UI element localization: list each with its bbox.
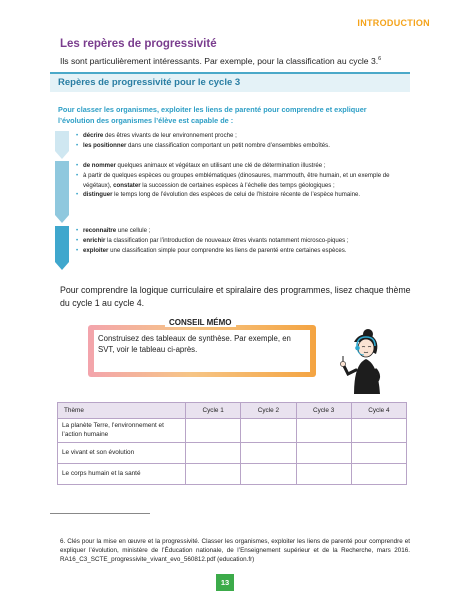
- list-item: • distinguer le temps long de l’évolution des espèces de celui de l’histoire récente de l’espèce humaine.: [76, 190, 411, 200]
- table-header-cycle-1: Cycle 1: [186, 403, 241, 419]
- table-cell: [351, 443, 406, 464]
- list-item: • les positionner dans une classification comportant un petit nombre d’ensembles emboîtés.: [76, 141, 411, 151]
- teacher-mascot-illustration: [324, 328, 394, 396]
- synthesis-table: [57, 402, 407, 485]
- table-row: [58, 464, 407, 485]
- table-cell: [241, 464, 296, 485]
- table-cell: [241, 419, 296, 443]
- chapter-header-label: INTRODUCTION: [357, 18, 430, 28]
- conseil-callout-label: CONSEIL MÉMO: [165, 318, 236, 327]
- conseil-callout-text: Construisez des tableaux de synthèse. Par exemple, en SVT, voir le tableau ci-après.: [98, 334, 291, 354]
- table-header-cycle-3: Cycle 3: [296, 403, 351, 419]
- page-number: 13: [216, 574, 234, 591]
- footnote-text: 6. Clés pour la mise en œuvre et la progressivité. Classer les organismes, exploiter les liens de parenté pour comprendre et expliquer l’évolution, ministère de l’Éducation nationale, de l’Enseignement supérieur et de la Recherche, mars 2016. RA16_C3_SCTE_progressivite_vivant_evo_560812.pdf (education.fr): [60, 538, 410, 564]
- footnote-marker: 6: [378, 56, 382, 63]
- table-header-row: [58, 403, 407, 419]
- table-cell: [351, 464, 406, 485]
- section-title: Les repères de progressivité: [60, 38, 217, 50]
- table-cell-theme: Le corps humain et la santé: [58, 464, 186, 485]
- bullet-group-3: [76, 226, 411, 255]
- footnote-divider: [50, 513, 150, 514]
- progressivity-box-header: [50, 74, 410, 92]
- table-cell: [241, 443, 296, 464]
- table-header-cycle-4: Cycle 4: [351, 403, 406, 419]
- list-item: • exploiter une classification simple pour comprendre les liens de parenté entre certaines espèces.: [76, 246, 411, 256]
- progress-arrow-2-icon: [55, 161, 69, 223]
- progress-arrow-1-icon: [55, 131, 69, 159]
- list-item: • décrire des êtres vivants de leur environnement proche ;: [76, 131, 411, 141]
- list-item: • de nommer quelques animaux et végétaux en utilisant une clé de détermination illustrée ;: [76, 161, 411, 171]
- list-item: • à partir de quelques espèces ou groupes emblématiques (dinosaures, mammouth, être humain, et un exemple de végétaux), constater la succession de certaines espèces à l’échelle des temps géologiques ;: [76, 171, 411, 191]
- table-cell: [296, 464, 351, 485]
- intro-text: Ils sont particulièrement intéressants. Par exemple, pour la classification au cycle 3.$^6$: [60, 56, 382, 66]
- table-header-cycle-2: Cycle 2: [241, 403, 296, 419]
- table-header-theme: Thème: [58, 403, 186, 419]
- table-row: [58, 419, 407, 443]
- bullet-group-2: [76, 161, 411, 200]
- progressivity-box-subtitle: Pour classer les organismes, exploiter les liens de parenté pour comprendre et expliquer l’évolution des organismes l’élève est capable de :: [58, 105, 367, 125]
- bullet-group-1: [76, 131, 411, 151]
- body-paragraph: Pour comprendre la logique curriculaire et spiralaire des programmes, lisez chaque thème du cycle 1 au cycle 4.: [60, 285, 411, 308]
- table-cell: [351, 419, 406, 443]
- list-item: • reconnaître une cellule ;: [76, 226, 411, 236]
- table-row: [58, 443, 407, 464]
- table-cell: [186, 464, 241, 485]
- table-cell: [296, 443, 351, 464]
- table-cell: [186, 443, 241, 464]
- progressivity-box-title: Repères de progressivité pour le cycle 3: [58, 77, 241, 88]
- list-item: • enrichir la classification par l’introduction de nouveaux êtres vivants notamment microsco-piques ;: [76, 236, 411, 246]
- progress-arrow-3-icon: [55, 226, 69, 270]
- table-cell-theme: La planète Terre, l’environnement et l’action humaine: [58, 419, 186, 443]
- table-cell: [296, 419, 351, 443]
- table-cell-theme: Le vivant et son évolution: [58, 443, 186, 464]
- table-cell: [186, 419, 241, 443]
